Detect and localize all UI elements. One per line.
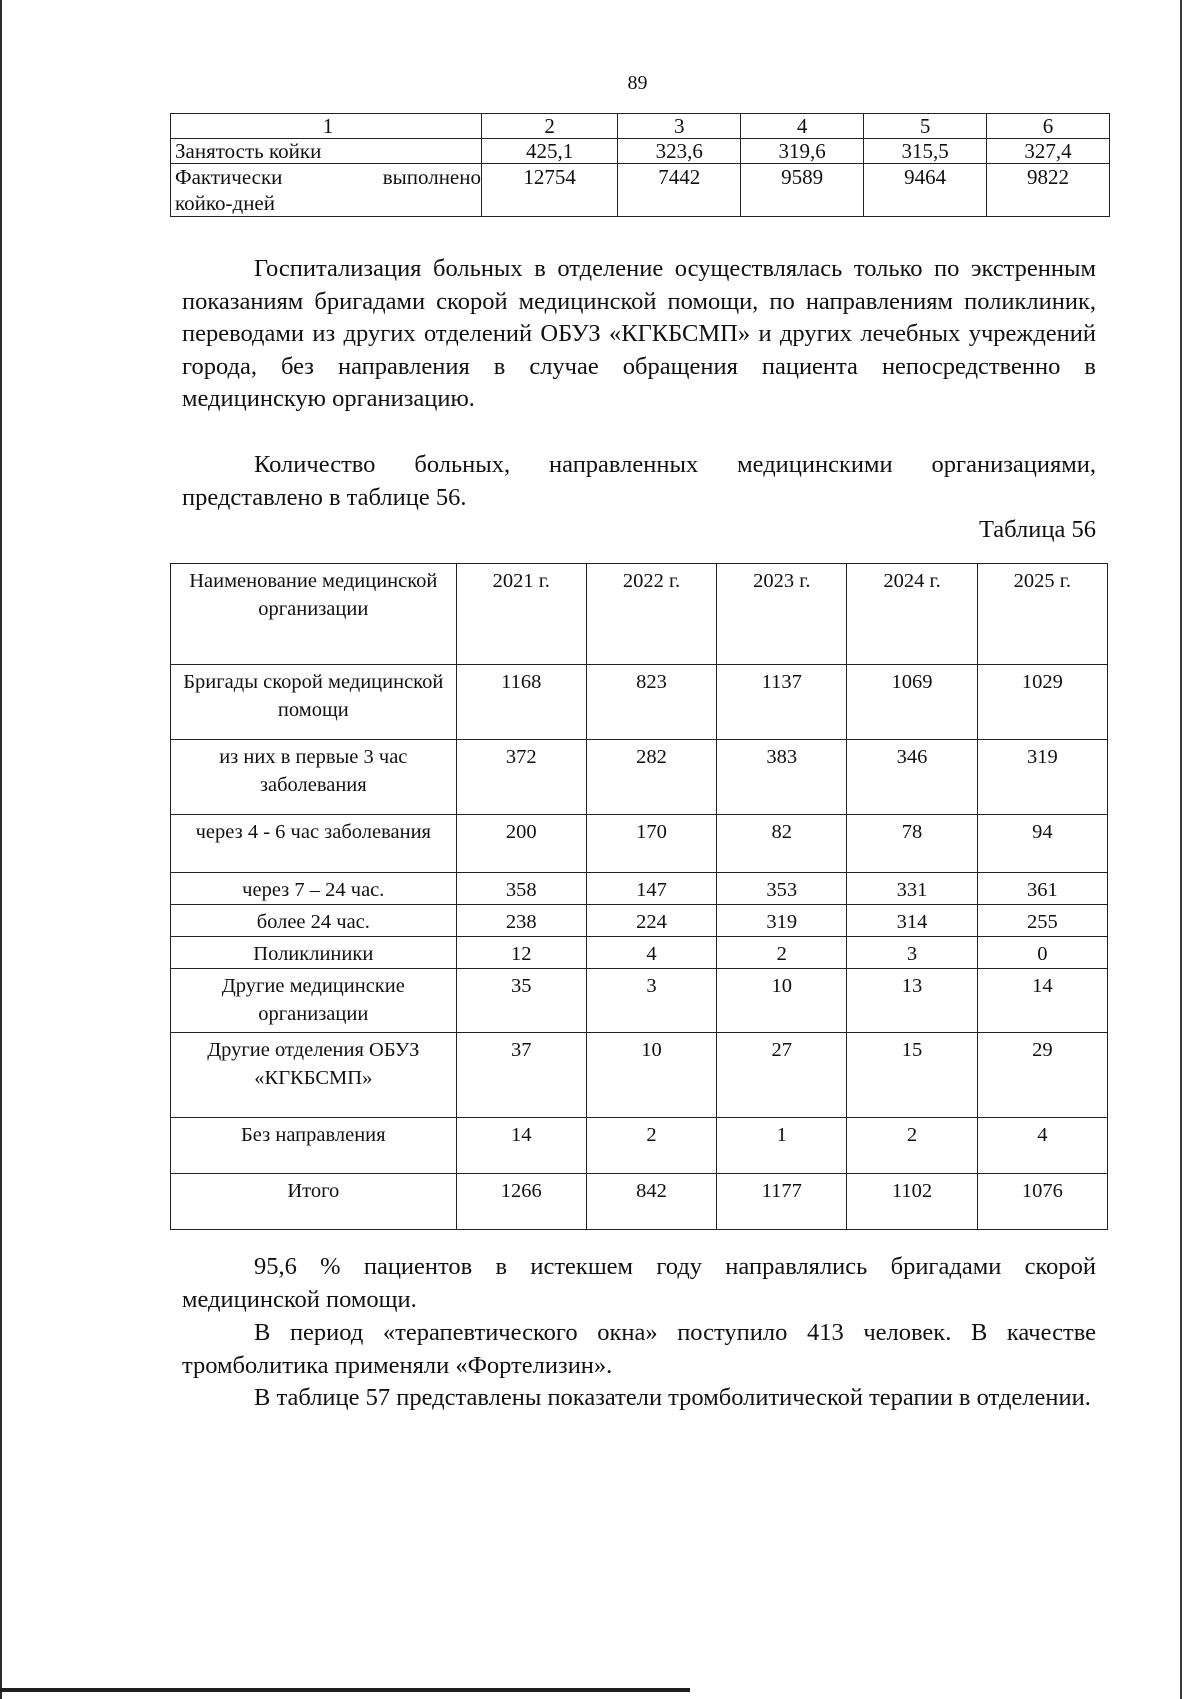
- table-row: [171, 873, 1108, 905]
- header-cell: 1: [171, 114, 482, 139]
- row-label: Другие отделения ОБУЗ «КГКБСМП»: [171, 1033, 457, 1118]
- table-cell: 327,4: [987, 139, 1110, 164]
- table-cell: 823: [586, 665, 716, 740]
- table-cell: 82: [717, 815, 847, 873]
- table-cell: 1: [717, 1118, 847, 1174]
- table-cell: 14: [456, 1118, 586, 1174]
- table-cell: 255: [977, 905, 1107, 937]
- table-cell: 1266: [456, 1174, 586, 1230]
- row-label: Бригады скорой медицинской помощи: [171, 665, 457, 740]
- header-year: 2024 г.: [847, 564, 977, 665]
- table-cell: 346: [847, 740, 977, 815]
- paragraph-table57-reference: В таблице 57 представлены показатели тромболитической терапии в отделении.: [254, 1384, 1091, 1411]
- scan-edge-right: [1180, 0, 1182, 1699]
- table-row: [171, 815, 1108, 873]
- table-cell: 353: [717, 873, 847, 905]
- table-cell: 78: [847, 815, 977, 873]
- header-year: 2021 г.: [456, 564, 586, 665]
- header-year: 2023 г.: [717, 564, 847, 665]
- table-cell: 331: [847, 873, 977, 905]
- table-cell: 1137: [717, 665, 847, 740]
- header-cell: 5: [864, 114, 987, 139]
- table-header-row: [171, 114, 1110, 139]
- table-row: [171, 937, 1108, 969]
- table-cell: 238: [456, 905, 586, 937]
- table-cell: 12754: [482, 164, 618, 217]
- scan-edge-left: [0, 0, 2, 1699]
- table-cell: 224: [586, 905, 716, 937]
- table-cell: 12: [456, 937, 586, 969]
- table-cell: 15: [847, 1033, 977, 1118]
- table-56: [170, 563, 1108, 1230]
- row-label: Занятость койки: [171, 139, 482, 164]
- table-cell: 9589: [741, 164, 864, 217]
- table-cell: 37: [456, 1033, 586, 1118]
- table-cell: 2: [847, 1118, 977, 1174]
- table-cell: 7442: [618, 164, 741, 217]
- row-label: Без направления: [171, 1118, 457, 1174]
- table-cell: 383: [717, 740, 847, 815]
- table-cell: 1069: [847, 665, 977, 740]
- row-label: Поликлиники: [171, 937, 457, 969]
- table-cell: 842: [586, 1174, 716, 1230]
- table-row: [171, 969, 1108, 1033]
- table-cell: 170: [586, 815, 716, 873]
- row-label: Другие медицинские организации: [171, 969, 457, 1033]
- table-row: [171, 665, 1108, 740]
- table-cell: 4: [977, 1118, 1107, 1174]
- table-row: [171, 740, 1108, 815]
- table-cell: 10: [717, 969, 847, 1033]
- table-cell: 1168: [456, 665, 586, 740]
- table-cell: 14: [977, 969, 1107, 1033]
- row-label: [171, 164, 482, 217]
- row-label-line2: койко-дней: [175, 191, 275, 215]
- page-number: 89: [627, 72, 648, 94]
- table-cell: 4: [586, 937, 716, 969]
- table-row: [171, 1033, 1108, 1118]
- row-label-line1: Фактически выполнено: [175, 165, 481, 189]
- table-cell: 10: [586, 1033, 716, 1118]
- table-caption: Таблица 56: [978, 516, 1096, 543]
- table-cell: 1177: [717, 1174, 847, 1230]
- table-cell: 1102: [847, 1174, 977, 1230]
- table-cell: 372: [456, 740, 586, 815]
- scan-edge-bottom: [0, 1688, 690, 1692]
- table-cell: 9822: [987, 164, 1110, 217]
- header-cell: 3: [618, 114, 741, 139]
- paragraph-hospitalization: Госпитализация больных в отделение осуществлялась только по экстренным показаниям бригадами скорой медицинской помощи, по направлениям поликлиник, переводами из других отделений ОБУЗ «КГКБСМП» и других лечебных учреждений города, без направления в случае обращения пациента непосредственно в медицинскую организацию.: [182, 255, 1096, 412]
- table-cell: 13: [847, 969, 977, 1033]
- row-label: Итого: [171, 1174, 457, 1230]
- header-name: Наименование медицинской организации: [171, 564, 457, 665]
- header-cell: 2: [482, 114, 618, 139]
- table-cell: 315,5: [864, 139, 987, 164]
- table-row: [171, 139, 1110, 164]
- row-label: через 7 – 24 час.: [171, 873, 457, 905]
- row-label: через 4 - 6 час заболевания: [171, 815, 457, 873]
- table-cell: 425,1: [482, 139, 618, 164]
- table-cell: 319,6: [741, 139, 864, 164]
- table-cell: 147: [586, 873, 716, 905]
- row-label: более 24 час.: [171, 905, 457, 937]
- table-cell: 319: [717, 905, 847, 937]
- table-cell: 1076: [977, 1174, 1107, 1230]
- table-cell: 358: [456, 873, 586, 905]
- table-cell: 200: [456, 815, 586, 873]
- table-row: [171, 1118, 1108, 1174]
- table-cell: 3: [847, 937, 977, 969]
- table-cell: 282: [586, 740, 716, 815]
- header-cell: 4: [741, 114, 864, 139]
- table-cell: 1029: [977, 665, 1107, 740]
- table-header-row: [171, 564, 1108, 665]
- table-cell: 2: [717, 937, 847, 969]
- table-cell: 2: [586, 1118, 716, 1174]
- table-cell: 361: [977, 873, 1107, 905]
- paragraph-table-reference: Количество больных, направленных медицинскими организациями, представлено в таблице 56.: [182, 451, 1096, 511]
- table-row: [171, 905, 1108, 937]
- table-cell: 29: [977, 1033, 1107, 1118]
- table-cell: 314: [847, 905, 977, 937]
- paragraph-ambulance-share: 95,6 % пациентов в истекшем году направлялись бригадами скорой медицинской помощи.: [182, 1253, 1096, 1313]
- table-total-row: [171, 1174, 1108, 1230]
- table-cell: 27: [717, 1033, 847, 1118]
- table-cell: 9464: [864, 164, 987, 217]
- table-cell: 94: [977, 815, 1107, 873]
- table-cell: 319: [977, 740, 1107, 815]
- table-row: [171, 164, 1110, 217]
- continuation-table: [170, 113, 1110, 217]
- table-cell: 0: [977, 937, 1107, 969]
- table-cell: 323,6: [618, 139, 741, 164]
- row-label: из них в первые 3 час заболевания: [171, 740, 457, 815]
- header-year: 2022 г.: [586, 564, 716, 665]
- header-year: 2025 г.: [977, 564, 1107, 665]
- header-cell: 6: [987, 114, 1110, 139]
- paragraph-therapeutic-window: В период «терапевтического окна» поступило 413 человек. В качестве тромболитика применяли «Фортелизин».: [182, 1319, 1096, 1379]
- table-cell: 3: [586, 969, 716, 1033]
- table-cell: 35: [456, 969, 586, 1033]
